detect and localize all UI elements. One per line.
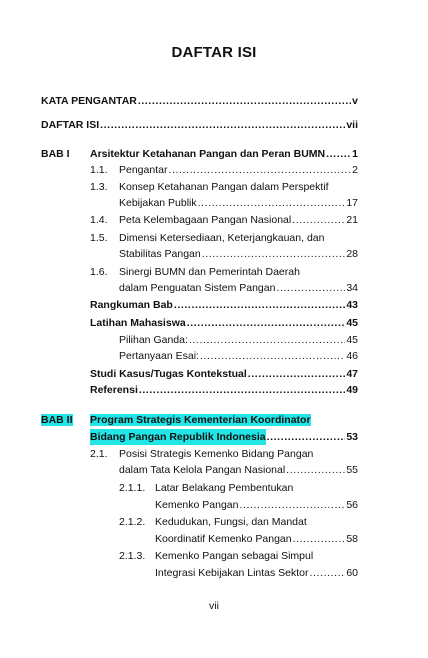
dot-leader [267, 429, 346, 445]
section-title-cont: dalam Tata Kelola Pangan Nasional [119, 464, 286, 476]
dot-leader [198, 195, 346, 211]
dot-leader [187, 315, 346, 331]
toc-page: 45 [346, 317, 358, 329]
section-title[interactable]: Sinergi BUMN dan Pemerintah Daerah [119, 266, 300, 278]
subsection-title[interactable]: Latar Belakang Pembentukan [155, 482, 294, 494]
dot-leader [174, 297, 345, 313]
dot-leader [310, 565, 346, 581]
toc-page: v [352, 95, 358, 107]
toc-entry-kata-pengantar[interactable] [41, 93, 358, 109]
section-title-cont: Kebijakan Publik [119, 197, 197, 209]
toc-label: Referensi [90, 384, 138, 396]
toc-entry-1-5[interactable] [119, 246, 358, 262]
toc-entry-2-1[interactable] [119, 462, 358, 478]
dot-leader [200, 348, 345, 364]
page-number-footer: vii [209, 600, 219, 612]
toc-page: 21 [346, 214, 358, 226]
section-title-cont: Stabilitas Pangan [119, 248, 201, 260]
chapter-title-cont: Bidang Pangan Republik Indonesia [90, 431, 266, 443]
toc-label: KATA PENGANTAR [41, 95, 137, 107]
toc-entry-daftar-isi[interactable] [41, 117, 358, 133]
dot-leader [248, 366, 346, 382]
subsection-title[interactable]: Kemenko Pangan sebagai Simpul [155, 550, 314, 562]
toc-page: 45 [346, 334, 358, 346]
toc-entry-1-6[interactable] [119, 280, 358, 296]
section-number: 1.3. [90, 181, 108, 193]
toc-entry-latihan-mahasiswa[interactable] [90, 315, 358, 331]
toc-page: 55 [346, 464, 358, 476]
section-title[interactable]: Konsep Ketahanan Pangan dalam Perspektif [119, 181, 329, 193]
toc-entry-1-4[interactable] [119, 212, 358, 228]
toc-entry-2-1-2[interactable] [155, 531, 358, 547]
toc-entry-2-1-3[interactable] [155, 565, 358, 581]
dot-leader [168, 162, 351, 178]
chapter-code-bab2 [41, 412, 73, 428]
toc-page: 17 [346, 197, 358, 209]
dot-leader [189, 332, 345, 348]
toc-label: DAFTAR ISI [41, 119, 100, 131]
subsection-number: 2.1.3. [119, 550, 146, 562]
dot-leader [138, 93, 351, 109]
toc-page: 2 [352, 164, 358, 176]
toc-label: Pertanyaan Esai: [119, 350, 199, 362]
toc-label: Rangkuman Bab [90, 299, 173, 311]
toc-page: 28 [346, 248, 358, 260]
section-title-cont: dalam Penguatan Sistem Pangan [119, 282, 276, 294]
section-number: 1.1. [90, 164, 108, 176]
section-title[interactable]: Dimensi Ketersediaan, Keterjangkauan, dan [119, 232, 325, 244]
toc-entry-pertanyaan-esai[interactable] [119, 348, 358, 364]
toc-entry-1-3[interactable] [119, 195, 358, 211]
toc-page: vii [346, 119, 358, 131]
toc-page: 1 [352, 148, 358, 160]
toc-page: 47 [346, 368, 358, 380]
dot-leader [276, 280, 345, 296]
chapter-title: Arsitektur Ketahanan Pangan dan Peran BUMN [90, 148, 326, 160]
toc-label: Latihan Mahasiswa [90, 317, 186, 329]
section-title: Pengantar [119, 164, 168, 176]
toc-label: Pilihan Ganda: [119, 334, 188, 346]
section-number: 1.6. [90, 266, 108, 278]
toc-entry-referensi[interactable] [90, 382, 358, 398]
toc-entry-2-1-1[interactable] [155, 497, 358, 513]
section-number: 1.4. [90, 214, 108, 226]
toc-entry-bab2[interactable] [90, 429, 358, 445]
toc-entry-rangkuman-bab[interactable] [90, 297, 358, 313]
toc-page: 43 [346, 299, 358, 311]
toc-page: 46 [346, 350, 358, 362]
chapter-title[interactable] [90, 412, 311, 428]
page-title: DAFTAR ISI [171, 44, 257, 61]
section-number: 1.5. [90, 232, 108, 244]
toc-page: 58 [346, 533, 358, 545]
toc-entry-bab1[interactable] [90, 146, 358, 162]
toc-label: Studi Kasus/Tugas Kontekstual [90, 368, 247, 380]
dot-leader [139, 382, 345, 398]
chapter-code-bab1: BAB I [41, 148, 70, 160]
toc-entry-pilihan-ganda[interactable] [119, 332, 358, 348]
toc-page: 53 [346, 431, 358, 443]
dot-leader [286, 462, 345, 478]
toc-entry-1-1[interactable] [119, 162, 358, 178]
toc-page: 34 [346, 282, 358, 294]
highlight: Program Strategis Kementerian Koordinator [90, 414, 311, 426]
toc-page: 49 [346, 384, 358, 396]
dot-leader [202, 246, 346, 262]
highlight: BAB II [41, 414, 73, 426]
subsection-number: 2.1.1. [119, 482, 146, 494]
subsection-title-cont: Koordinatif Kemenko Pangan [155, 533, 292, 545]
section-title: Peta Kelembagaan Pangan Nasional [119, 214, 292, 226]
section-number: 2.1. [90, 448, 108, 460]
toc-page: 56 [346, 499, 358, 511]
dot-leader [293, 531, 346, 547]
toc-entry-studi-kasus[interactable] [90, 366, 358, 382]
dot-leader [292, 212, 345, 228]
dot-leader [239, 497, 345, 513]
subsection-title-cont: Integrasi Kebijakan Lintas Sektor [155, 567, 309, 579]
dot-leader [326, 146, 351, 162]
subsection-title[interactable]: Kedudukan, Fungsi, dan Mandat [155, 516, 307, 528]
section-title[interactable]: Posisi Strategis Kemenko Bidang Pangan [119, 448, 314, 460]
subsection-title-cont: Kemenko Pangan [155, 499, 239, 511]
subsection-number: 2.1.2. [119, 516, 146, 528]
dot-leader [100, 117, 345, 133]
toc-page: 60 [346, 567, 358, 579]
